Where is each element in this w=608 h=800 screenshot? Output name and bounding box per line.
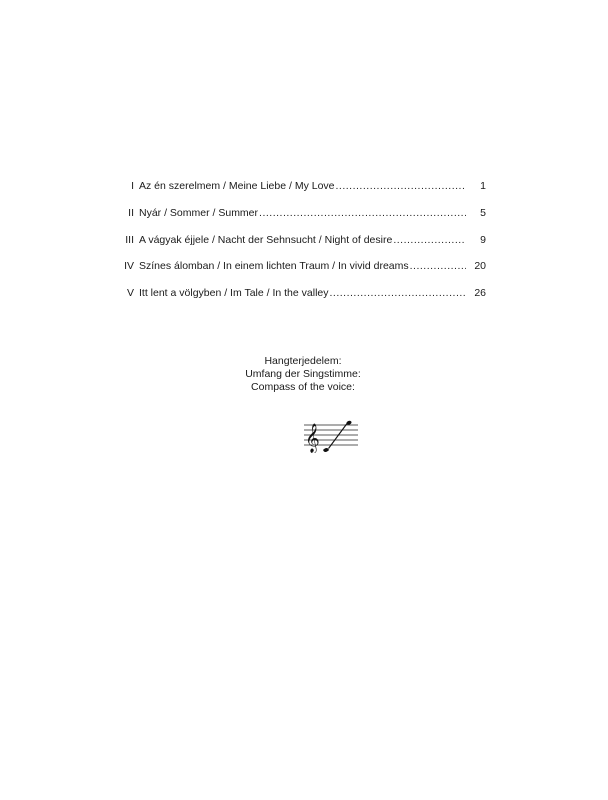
dot-leader [259,203,466,223]
toc-line [139,256,486,276]
treble-clef-icon [305,423,320,453]
toc-number: V [126,287,134,299]
toc-title: Színes álomban / In einem lichten Traum / In vivid dreams [139,260,409,273]
toc-entry [112,283,486,310]
toc-line [139,203,486,223]
caption-english: Compass of the voice: [251,381,355,393]
table-of-contents [112,176,486,310]
toc-number: II [128,206,134,219]
dot-leader [330,283,467,303]
toc-number: I [131,180,134,192]
toc-line [139,230,486,250]
caption-hungarian: Hangterjedelem: [264,355,342,367]
toc-title: Az én szerelmem / Meine Liebe / My Love [139,180,335,192]
svg-text:𝄞: 𝄞 [305,423,320,452]
toc-entry [112,203,486,230]
toc-page-number: 20 [474,260,486,273]
toc-page-number: 9 [480,233,486,246]
caption-german: Umfang der Singstimme: [245,368,361,380]
toc-title: A vágyak éjjele / Nacht der Sehnsucht / Night of desire [139,233,393,246]
toc-page-number: 26 [474,287,486,299]
toc-line [139,283,486,303]
toc-number: IV [124,260,134,273]
toc-entry [112,256,486,283]
dot-leader [410,256,466,276]
voice-range-caption [228,355,378,394]
toc-page-number: 1 [480,180,486,192]
toc-entry [112,176,486,203]
dot-leader [336,176,466,196]
toc-title: Itt lent a völgyben / Im Tale / In the valley [139,287,329,299]
toc-page-number: 5 [480,206,486,219]
toc-entry [112,230,486,257]
dot-leader [393,230,466,250]
toc-number: III [125,233,134,246]
voice-range-staff [304,419,358,453]
toc-title: Nyár / Sommer / Summer [139,206,259,219]
toc-line [139,176,486,196]
